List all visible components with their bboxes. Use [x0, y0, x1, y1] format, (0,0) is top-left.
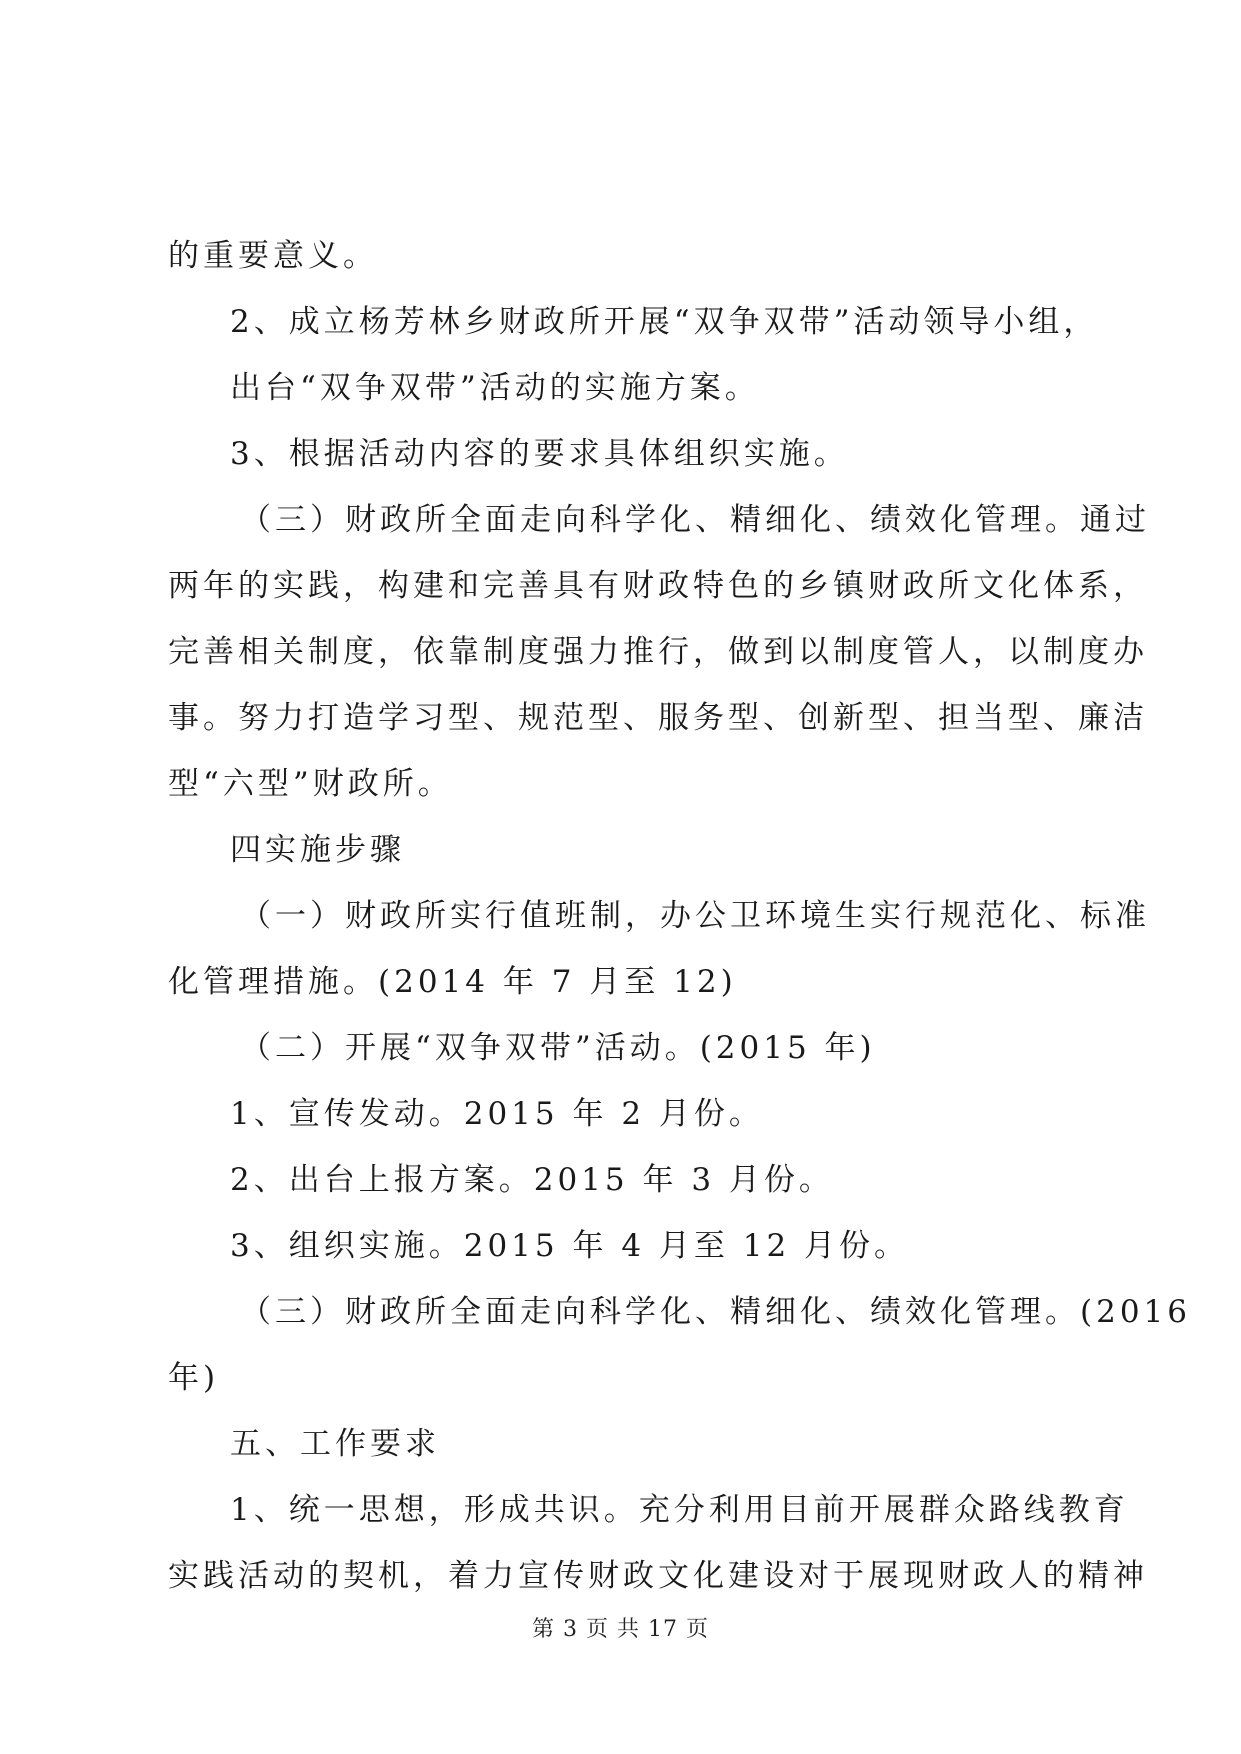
paragraph-line: 1、统一思想，形成共识。充分利用目前开展群众路线教育: [230, 1492, 1129, 1528]
paragraph-line: 出台“双争双带”活动的实施方案。: [230, 370, 760, 406]
paragraph-line: 型“六型”财政所。: [168, 766, 453, 802]
paragraph-line: 实践活动的契机，着力宣传财政文化建设对于展现财政人的精神: [168, 1558, 1148, 1594]
paragraph-line: 1、宣传发动。2015 年 2 月份。: [230, 1096, 764, 1132]
paragraph-line: 3、组织实施。2015 年 4 月至 12 月份。: [230, 1228, 910, 1264]
section-heading: 四实施步骤: [230, 832, 405, 868]
section-heading: 五、工作要求: [230, 1426, 440, 1462]
paragraph-line: 2、出台上报方案。2015 年 3 月份。: [230, 1162, 834, 1198]
paragraph-line: 2、成立杨芳林乡财政所开展“双争双带”活动领导小组，: [230, 304, 1099, 340]
paragraph-line: 两年的实践，构建和完善具有财政特色的乡镇财政所文化体系，: [168, 568, 1148, 604]
paragraph-line: （一）财政所实行值班制，办公卫环境生实行规范化、标准: [240, 898, 1150, 934]
page-number-footer: 第 3 页 共 17 页: [532, 1617, 709, 1642]
paragraph-line: （三）财政所全面走向科学化、精细化、绩效化管理。(2016: [240, 1294, 1191, 1330]
paragraph-line: 化管理措施。(2014 年 7 月至 12): [168, 964, 737, 1000]
paragraph-line: （二）开展“双争双带”活动。(2015 年): [240, 1030, 876, 1066]
paragraph-line: 年): [168, 1360, 220, 1396]
paragraph-line: 完善相关制度，依靠制度强力推行，做到以制度管人，以制度办: [168, 634, 1148, 670]
paragraph-line: 的重要意义。: [168, 238, 378, 274]
paragraph-line: 3、根据活动内容的要求具体组织实施。: [230, 436, 849, 472]
paragraph-line: 事。努力打造学习型、规范型、服务型、创新型、担当型、廉洁: [168, 700, 1148, 736]
paragraph-line: （三）财政所全面走向科学化、精细化、绩效化管理。通过: [240, 502, 1150, 538]
